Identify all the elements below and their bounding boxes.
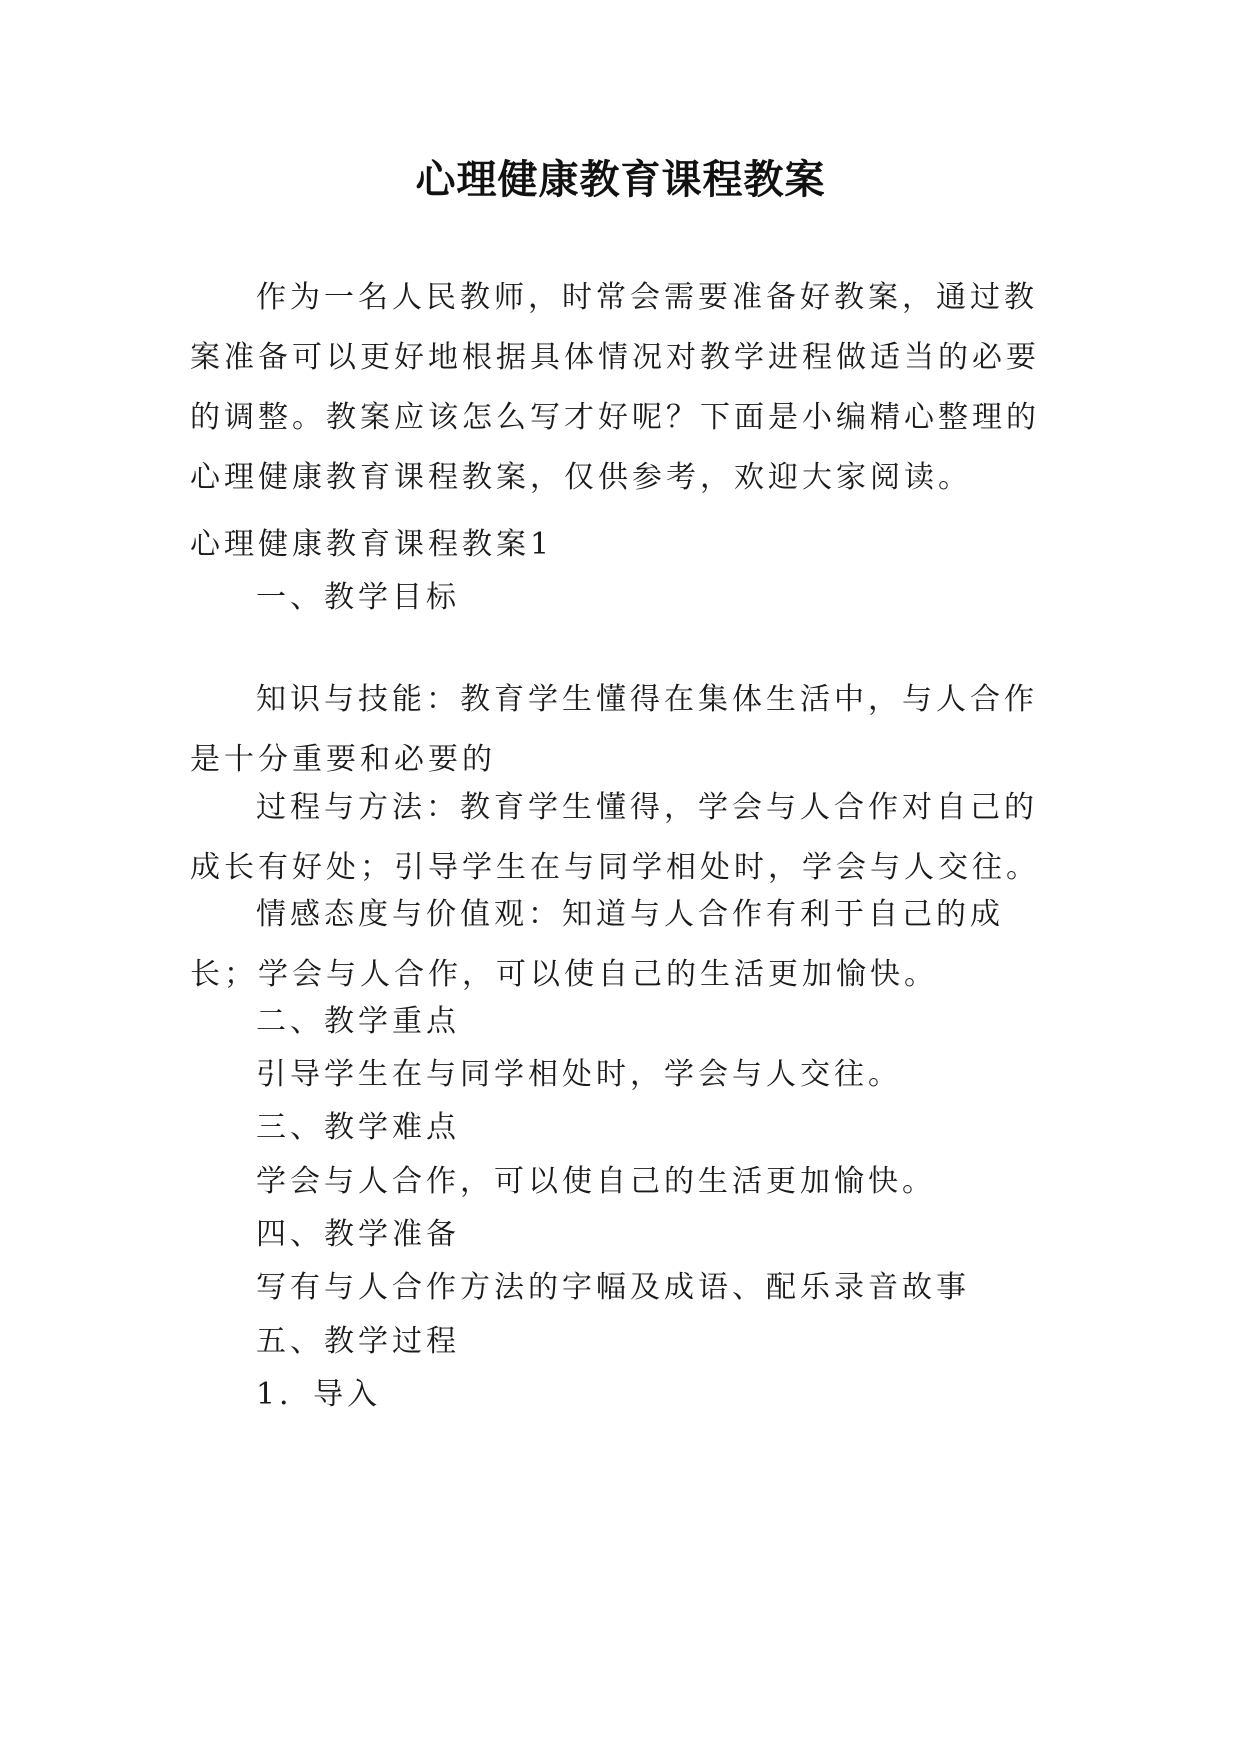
document-title: 心理健康教育课程教案 [415,157,826,203]
heading-preparation: 四、教学准备 [256,1217,460,1252]
heading-teaching-goals: 一、教学目标 [256,580,460,615]
intro-paragraph: 作为一名人民教师，时常会需要准备好教案，通过教案准备可以更好地根据具体情况对教学进程做适当的必要的调整。教案应该怎么写才好呢？下面是小编精心整理的心理健康教育课程教案，仅供参考，欢迎大家阅读。 [190,280,1040,495]
key-point-text: 引导学生在与同学相处时，学会与人交往。 [256,1057,902,1092]
step-intro: 1．导入 [256,1377,382,1412]
goal-emotion-paragraph: 情感态度与价值观：知道与人合作有利于自己的成长；学会与人合作，可以使自己的生活更加愉快。 [190,897,1004,992]
difficulty-text: 学会与人合作，可以使自己的生活更加愉快。 [256,1164,936,1199]
heading-difficulties: 三、教学难点 [256,1110,460,1145]
preparation-text: 写有与人合作方法的字幅及成语、配乐录音故事 [256,1270,970,1305]
heading-process: 五、教学过程 [256,1324,460,1359]
section-title: 心理健康教育课程教案1 [190,527,554,562]
goal-knowledge-paragraph: 知识与技能：教育学生懂得在集体生活中，与人合作是十分重要和必要的 [190,682,1038,777]
heading-key-points: 二、教学重点 [256,1004,460,1039]
goal-process-paragraph: 过程与方法：教育学生懂得，学会与人合作对自己的成长有好处；引导学生在与同学相处时，学会与人交往。 [190,790,1040,885]
